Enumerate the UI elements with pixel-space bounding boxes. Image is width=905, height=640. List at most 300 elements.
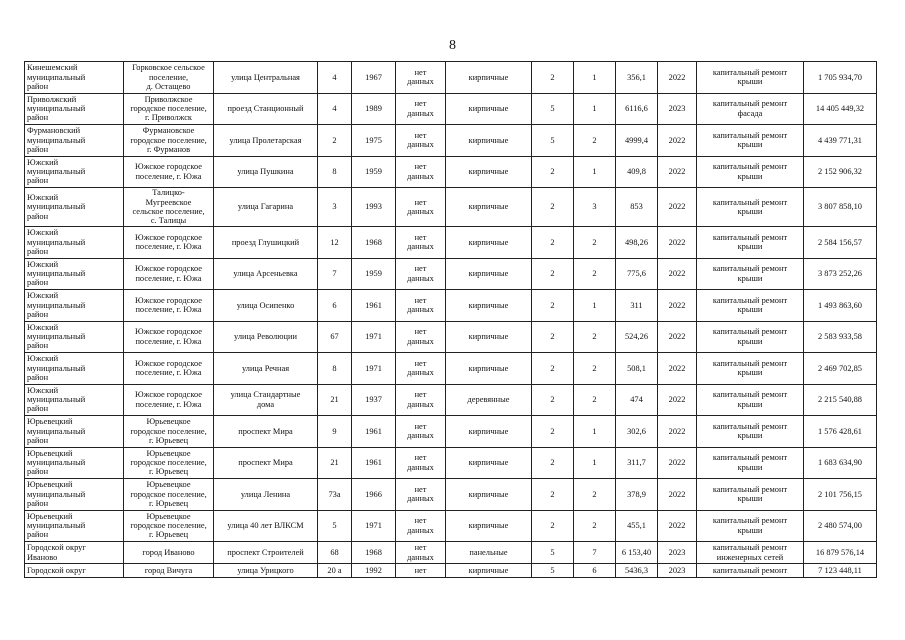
repair-type-text: капитальный ремонт крыши xyxy=(712,197,788,216)
repair-type-text: капитальный ремонт крыши xyxy=(712,162,788,181)
cell-settlement xyxy=(124,510,214,542)
cell-house-number xyxy=(318,188,352,227)
cell-year-built xyxy=(352,384,396,416)
cell-street xyxy=(214,125,318,157)
cell-repair-type xyxy=(697,564,804,578)
cell-area xyxy=(616,510,658,542)
cell-entrances xyxy=(574,447,616,479)
table-row xyxy=(25,290,877,322)
table-row xyxy=(25,258,877,290)
cell-municipality xyxy=(25,447,124,479)
floors-text: 2 xyxy=(550,300,555,310)
cell-year-built xyxy=(352,447,396,479)
cell-wall-material xyxy=(446,188,532,227)
cell-house-number xyxy=(318,447,352,479)
repair-year-text: 2022 xyxy=(668,202,686,212)
cell-settlement xyxy=(124,353,214,385)
data-status-text: нет данных xyxy=(407,327,434,346)
street-text: улица 40 лет ВЛКСМ xyxy=(227,521,304,531)
year-built-text: 1971 xyxy=(365,521,382,531)
municipality-text: Южский муниципальный район xyxy=(27,354,86,382)
cell-street xyxy=(214,321,318,353)
data-status-text: нет данных xyxy=(407,390,434,409)
cell-settlement xyxy=(124,416,214,448)
floors-text: 5 xyxy=(550,135,555,145)
cell-wall-material xyxy=(446,290,532,322)
area-text: 853 xyxy=(630,202,643,212)
cell-street xyxy=(214,227,318,259)
cell-area xyxy=(616,125,658,157)
cell-house-number xyxy=(318,321,352,353)
cell-repair-year xyxy=(658,156,697,188)
cell-year-built xyxy=(352,321,396,353)
cell-wall-material xyxy=(446,479,532,511)
repair-type-text: капитальный ремонт крыши xyxy=(712,295,788,315)
entrances-text: 2 xyxy=(592,332,597,342)
wall-material-text: кирпичные xyxy=(468,269,509,279)
cell-area xyxy=(616,321,658,353)
cell-repair-type xyxy=(697,384,804,416)
cell-floors xyxy=(532,290,574,322)
cell-house-number xyxy=(318,479,352,511)
repair-type-text: капитальный ремонт крыши xyxy=(712,390,788,409)
data-status-text: нет данных xyxy=(407,99,434,118)
settlement-text: Горковское сельское поселение, д. Остащево xyxy=(132,63,205,91)
cell-house-number xyxy=(318,227,352,259)
cell-settlement xyxy=(124,321,214,353)
cell-repair-year xyxy=(658,93,697,125)
table-row xyxy=(25,542,877,564)
cell-repair-type xyxy=(697,156,804,188)
cell-settlement xyxy=(124,384,214,416)
municipality-text: Приволжский муниципальный район xyxy=(27,94,86,123)
cell-data-status xyxy=(396,290,446,322)
cell-year-built xyxy=(352,353,396,385)
cell-municipality xyxy=(25,416,124,448)
cell-area xyxy=(616,227,658,259)
data-status-text: нет xyxy=(414,565,427,575)
cost-text: 1 705 934,70 xyxy=(818,72,862,82)
cell-municipality xyxy=(25,93,124,125)
entrances-text: 2 xyxy=(592,521,597,531)
entrances-text: 7 xyxy=(592,547,597,557)
wall-material-text: панельные xyxy=(469,547,508,557)
repair-type-text: капитальный ремонт крыши xyxy=(712,130,788,150)
cell-floors xyxy=(532,188,574,227)
cell-data-status xyxy=(396,227,446,259)
cell-floors xyxy=(532,156,574,188)
wall-material-text: кирпичные xyxy=(468,426,509,436)
cell-data-status xyxy=(396,384,446,416)
repair-year-text: 2022 xyxy=(668,458,686,468)
cell-cost xyxy=(804,542,877,564)
entrances-text: 6 xyxy=(592,565,597,575)
cell-year-built xyxy=(352,258,396,290)
repair-year-text: 2022 xyxy=(668,395,686,405)
repair-year-text: 2022 xyxy=(668,167,686,177)
cell-municipality xyxy=(25,564,124,578)
repair-year-text: 2022 xyxy=(668,72,686,82)
cell-street xyxy=(214,188,318,227)
table-row xyxy=(25,321,877,353)
cell-house-number xyxy=(318,156,352,188)
cell-year-built xyxy=(352,542,396,564)
repair-type-text: капитальный ремонт крыши xyxy=(712,67,788,87)
municipality-text: Юрьевецкий муниципальный район xyxy=(27,448,86,477)
floors-text: 2 xyxy=(550,237,555,247)
cell-entrances xyxy=(574,321,616,353)
cell-cost xyxy=(804,156,877,188)
settlement-text: Южское городское поселение, г. Южа xyxy=(135,390,202,409)
floors-text: 5 xyxy=(550,565,555,575)
cost-text: 16 879 576,14 xyxy=(815,547,865,557)
table-row xyxy=(25,93,877,125)
cell-year-built xyxy=(352,227,396,259)
table-row xyxy=(25,564,877,578)
area-text: 474 xyxy=(630,395,643,405)
cost-text: 1 576 428,61 xyxy=(818,426,862,436)
repair-type-text: капитальный ремонт фасада xyxy=(712,99,788,118)
municipality-text: Юрьевецкий муниципальный район xyxy=(27,480,86,508)
cell-repair-type xyxy=(697,62,804,94)
cell-cost xyxy=(804,227,877,259)
cell-area xyxy=(616,62,658,94)
year-built-text: 1966 xyxy=(365,489,382,499)
municipality-text: Южский муниципальный район xyxy=(27,259,86,288)
cell-wall-material xyxy=(446,510,532,542)
wall-material-text: кирпичные xyxy=(468,300,509,310)
cell-floors xyxy=(532,510,574,542)
cell-entrances xyxy=(574,542,616,564)
cell-house-number xyxy=(318,290,352,322)
cell-year-built xyxy=(352,416,396,448)
settlement-text: Юрьевецкое городское поселение, г. Юрьевец xyxy=(130,417,207,445)
repair-type-text: капитальный ремонт крыши xyxy=(712,327,788,346)
cell-repair-year xyxy=(658,564,697,578)
street-text: улица Урицкого xyxy=(237,565,294,575)
street-text: улица Революции xyxy=(234,332,297,342)
repair-year-text: 2023 xyxy=(668,547,686,557)
cell-municipality xyxy=(25,125,124,157)
year-built-text: 1975 xyxy=(365,135,382,145)
cell-year-built xyxy=(352,510,396,542)
cell-floors xyxy=(532,447,574,479)
cell-street xyxy=(214,93,318,125)
data-status-text: нет данных xyxy=(407,67,434,87)
cell-area xyxy=(616,353,658,385)
table-body xyxy=(25,62,877,578)
cell-repair-type xyxy=(697,227,804,259)
cell-street xyxy=(214,564,318,578)
cell-floors xyxy=(532,353,574,385)
repair-year-text: 2022 xyxy=(668,363,686,373)
settlement-text: Южское городское поселение, г. Южа xyxy=(135,232,202,252)
repair-year-text: 2022 xyxy=(668,300,686,310)
data-status-text: нет данных xyxy=(407,543,434,562)
cell-municipality xyxy=(25,188,124,227)
cell-repair-year xyxy=(658,188,697,227)
year-built-text: 1961 xyxy=(365,426,382,436)
municipality-text: Юрьевецкий муниципальный район xyxy=(27,511,86,540)
year-built-text: 1968 xyxy=(365,547,382,557)
street-text: проспект Мира xyxy=(238,458,293,468)
settlement-text: Юрьевецкое городское поселение, г. Юрьевец xyxy=(130,448,207,477)
house-number-text: 7 xyxy=(332,269,337,279)
cell-floors xyxy=(532,227,574,259)
table-row xyxy=(25,416,877,448)
cell-wall-material xyxy=(446,353,532,385)
floors-text: 2 xyxy=(550,363,555,373)
area-text: 302,6 xyxy=(627,426,646,436)
data-status-text: нет данных xyxy=(407,162,434,181)
area-text: 5436,3 xyxy=(624,565,649,575)
cost-text: 1 493 863,60 xyxy=(818,300,862,310)
area-text: 356,1 xyxy=(627,72,646,82)
cell-settlement xyxy=(124,479,214,511)
cell-cost xyxy=(804,353,877,385)
cell-house-number xyxy=(318,510,352,542)
cell-area xyxy=(616,479,658,511)
entrances-text: 1 xyxy=(592,167,597,177)
settlement-text: Фурмановское городское поселение, г. Фурманов xyxy=(130,126,207,154)
area-text: 455,1 xyxy=(627,521,646,531)
municipality-text: Городской округ Иваново xyxy=(27,543,86,562)
cell-settlement xyxy=(124,125,214,157)
cell-data-status xyxy=(396,353,446,385)
wall-material-text: кирпичные xyxy=(468,332,509,342)
municipality-text: Южский муниципальный район xyxy=(27,192,86,221)
year-built-text: 1961 xyxy=(365,300,382,310)
cell-street xyxy=(214,447,318,479)
cell-repair-year xyxy=(658,353,697,385)
street-text: улица Ленина xyxy=(240,489,291,499)
cell-wall-material xyxy=(446,93,532,125)
cell-area xyxy=(616,188,658,227)
area-text: 775,6 xyxy=(627,269,646,279)
wall-material-text: кирпичные xyxy=(468,237,509,247)
floors-text: 2 xyxy=(550,167,555,177)
cell-repair-year xyxy=(658,62,697,94)
cell-area xyxy=(616,290,658,322)
settlement-text: город Вичуга xyxy=(144,565,193,575)
cell-repair-year xyxy=(658,447,697,479)
cell-street xyxy=(214,479,318,511)
house-number-text: 2 xyxy=(332,135,337,145)
cell-settlement xyxy=(124,290,214,322)
cell-floors xyxy=(532,479,574,511)
house-number-text: 4 xyxy=(332,72,337,82)
year-built-text: 1989 xyxy=(365,104,382,114)
cell-data-status xyxy=(396,447,446,479)
cell-settlement xyxy=(124,258,214,290)
cell-settlement xyxy=(124,227,214,259)
cell-municipality xyxy=(25,290,124,322)
cell-repair-year xyxy=(658,258,697,290)
cell-year-built xyxy=(352,156,396,188)
cell-cost xyxy=(804,188,877,227)
cell-entrances xyxy=(574,188,616,227)
wall-material-text: кирпичные xyxy=(468,363,509,373)
cell-repair-type xyxy=(697,188,804,227)
house-number-text: 8 xyxy=(332,167,337,177)
cost-text: 2 480 574,00 xyxy=(818,521,862,531)
repair-type-text: капитальный ремонт крыши xyxy=(712,358,788,378)
cell-house-number xyxy=(318,542,352,564)
repair-year-text: 2022 xyxy=(668,521,686,531)
house-number-text: 4 xyxy=(332,104,337,114)
cell-cost xyxy=(804,510,877,542)
year-built-text: 1968 xyxy=(365,237,382,247)
cell-year-built xyxy=(352,479,396,511)
cell-repair-year xyxy=(658,290,697,322)
house-number-text: 68 xyxy=(330,547,339,557)
cell-street xyxy=(214,353,318,385)
cell-data-status xyxy=(396,93,446,125)
cell-year-built xyxy=(352,290,396,322)
cell-data-status xyxy=(396,542,446,564)
year-built-text: 1971 xyxy=(365,363,382,373)
cell-data-status xyxy=(396,258,446,290)
data-status-text: нет данных xyxy=(407,358,434,378)
area-text: 498,26 xyxy=(624,237,649,247)
house-number-text: 21 xyxy=(330,458,339,468)
cost-text: 4 439 771,31 xyxy=(818,135,862,145)
cell-wall-material xyxy=(446,156,532,188)
cell-repair-year xyxy=(658,227,697,259)
year-built-text: 1992 xyxy=(365,565,382,575)
house-number-text: 9 xyxy=(332,426,337,436)
entrances-text: 1 xyxy=(592,104,597,114)
area-text: 524,26 xyxy=(624,332,649,342)
cell-floors xyxy=(532,542,574,564)
house-number-text: 5 xyxy=(332,521,337,531)
cell-entrances xyxy=(574,258,616,290)
year-built-text: 1959 xyxy=(365,269,382,279)
street-text: проспект Мира xyxy=(238,426,293,436)
cell-data-status xyxy=(396,564,446,578)
cost-text: 2 152 906,32 xyxy=(818,167,862,177)
cell-entrances xyxy=(574,93,616,125)
street-text: улица Осипенко xyxy=(236,300,295,310)
table-row xyxy=(25,353,877,385)
cell-entrances xyxy=(574,384,616,416)
street-text: улица Речная xyxy=(241,363,290,373)
area-text: 508,1 xyxy=(627,363,646,373)
area-text: 409,8 xyxy=(627,167,646,177)
street-text: улица Пролетарская xyxy=(229,135,302,145)
cell-year-built xyxy=(352,93,396,125)
cell-street xyxy=(214,542,318,564)
cell-cost xyxy=(804,62,877,94)
settlement-text: Приволжское городское поселение, г. Приволжск xyxy=(130,94,207,123)
cell-data-status xyxy=(396,156,446,188)
house-number-text: 67 xyxy=(330,332,339,342)
cell-cost xyxy=(804,93,877,125)
cell-wall-material xyxy=(446,384,532,416)
cell-area xyxy=(616,258,658,290)
cell-settlement xyxy=(124,447,214,479)
cell-entrances xyxy=(574,125,616,157)
entrances-text: 2 xyxy=(592,237,597,247)
wall-material-text: кирпичные xyxy=(468,202,509,212)
year-built-text: 1959 xyxy=(365,167,382,177)
street-text: проспект Строителей xyxy=(227,547,304,557)
data-status-text: нет данных xyxy=(407,264,434,283)
cell-data-status xyxy=(396,188,446,227)
cell-entrances xyxy=(574,156,616,188)
cell-repair-type xyxy=(697,321,804,353)
municipality-text: Южский муниципальный район xyxy=(27,291,86,319)
area-text: 4999,4 xyxy=(624,135,649,145)
cost-text: 2 469 702,85 xyxy=(818,363,862,373)
cell-year-built xyxy=(352,125,396,157)
repair-year-text: 2022 xyxy=(668,269,686,279)
cell-year-built xyxy=(352,62,396,94)
street-text: улица Центральная xyxy=(231,72,300,82)
cost-text: 2 215 540,88 xyxy=(818,395,862,405)
cell-municipality xyxy=(25,62,124,94)
table-row xyxy=(25,62,877,94)
street-text: проезд Глушицкий xyxy=(231,237,300,247)
repair-type-text: капитальный ремонт крыши xyxy=(712,232,788,252)
area-text: 311,7 xyxy=(627,458,646,468)
cell-data-status xyxy=(396,479,446,511)
wall-material-text: кирпичные xyxy=(468,565,509,575)
municipality-text: Южский муниципальный район xyxy=(27,322,86,351)
cell-wall-material xyxy=(446,258,532,290)
settlement-text: Южское городское поселение, г. Южа xyxy=(135,327,202,346)
house-number-text: 21 xyxy=(330,395,339,405)
cell-entrances xyxy=(574,227,616,259)
cell-repair-type xyxy=(697,479,804,511)
entrances-text: 3 xyxy=(592,202,597,212)
settlement-text: Талицко- Мугреевское сельское поселение, с. Талицы xyxy=(132,188,205,226)
cell-floors xyxy=(532,564,574,578)
cost-text: 3 873 252,26 xyxy=(818,269,862,279)
settlement-text: Юрьевецкое городское поселение, г. Юрьевец xyxy=(130,511,207,540)
municipality-text: Фурмановский муниципальный район xyxy=(27,126,86,154)
entrances-text: 1 xyxy=(592,458,597,468)
cell-cost xyxy=(804,384,877,416)
cell-wall-material xyxy=(446,321,532,353)
street-text: улица Арсеньевка xyxy=(233,269,298,279)
cell-municipality xyxy=(25,353,124,385)
municipality-text: Южский муниципальный район xyxy=(27,157,86,186)
entrances-text: 1 xyxy=(592,72,597,82)
cell-floors xyxy=(532,258,574,290)
wall-material-text: деревянные xyxy=(467,395,510,405)
cell-repair-year xyxy=(658,125,697,157)
table-row xyxy=(25,188,877,227)
house-number-text: 73а xyxy=(328,489,341,499)
cell-wall-material xyxy=(446,125,532,157)
house-number-text: 20 а xyxy=(327,565,342,575)
repair-type-text: капитальный ремонт xyxy=(712,565,788,575)
entrances-text: 2 xyxy=(592,363,597,373)
cell-floors xyxy=(532,93,574,125)
cell-area xyxy=(616,416,658,448)
house-number-text: 3 xyxy=(332,202,337,212)
area-text: 378,9 xyxy=(627,489,646,499)
municipality-text: Городской округ xyxy=(27,565,86,575)
cell-wall-material xyxy=(446,227,532,259)
cell-cost xyxy=(804,479,877,511)
cell-area xyxy=(616,93,658,125)
cell-municipality xyxy=(25,384,124,416)
cell-data-status xyxy=(396,416,446,448)
cell-floors xyxy=(532,125,574,157)
cell-entrances xyxy=(574,416,616,448)
